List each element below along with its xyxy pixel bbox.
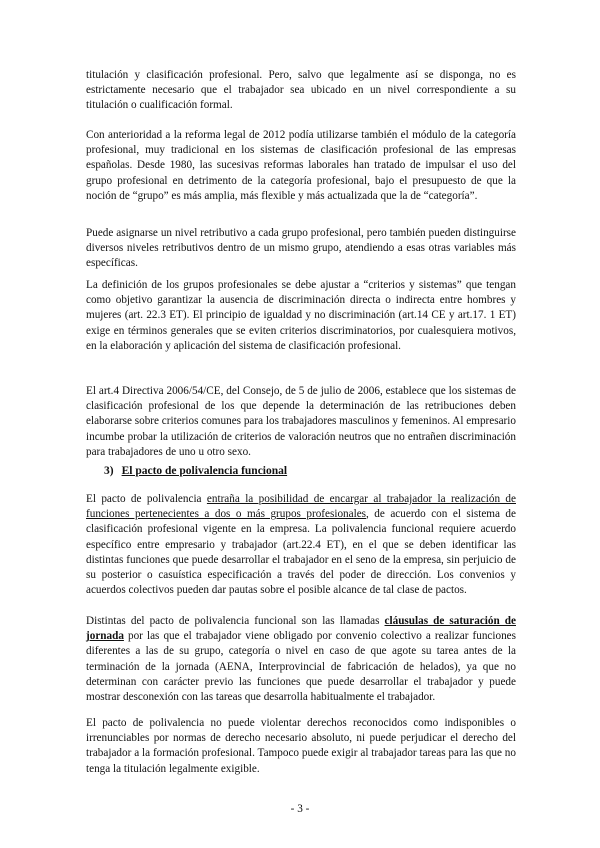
section-title: El pacto de polivalencia funcional [121, 465, 288, 477]
paragraph-6-rest: , de acuerdo con el sistema de clasificación profesional vigente en la empresa. La polivalencia funcional requiere acuerdo específico entre empresario y trabajador (art.22.4 ET), en el que se deben identificar las distintas funciones que puede desarrollar el trabajador en el seno de la empresa, sin perjuicio de su posterior o casuística especificación a través del poder de dirección. Los convenios y acuerdos colectivos pueden dar pautas sobre el posible alcance de tal clase de pactos. [86, 508, 516, 597]
paragraph-5: El art.4 Directiva 2006/54/CE, del Consejo, de 5 de julio de 2006, establece que los sistemas de clasificación profesional de los que depende la determinación de las retribuciones deben elaborarse sobre criterios comunes para los trabajadores masculinos y femeninos. Al empresario incumbe probar la utilización de criterios de valoración neutros que no entrañen discriminación para trabajadores de uno u otro sexo. [86, 385, 516, 458]
paragraph-1: titulación y clasificación profesional. Pero, salvo que legalmente así se disponga, no es estrictamente necesario que el trabajador sea ubicado en un nivel correspondiente a su titulación o cualificación formal. [86, 69, 516, 112]
paragraph-4: La definición de los grupos profesionales se debe ajustar a “criterios y sistemas” que tengan como objetivo garantizar la ausencia de discriminación directa o indirecta entre hombres y mujeres (art. 22.3 ET). El principio de igualdad y no discriminación (art.14 CE y art.17. 1 ET) exige en términos generales que se eviten criterios discriminatorios, por cualesquiera motivos, en la elaboración y aplicación del sistema de clasificación profesional. [86, 279, 516, 352]
paragraph-6-underlined: entraña la posibilidad de encargar al trabajador la realización de funciones pertenecientes a dos o más grupos profesionales [86, 493, 516, 521]
paragraph-3: Puede asignarse un nivel retributivo a cada grupo profesional, pero también pueden distinguirse diversos niveles retributivos dentro de un mismo grupo, atendiendo a esas otras variables más específicas. [86, 227, 516, 270]
paragraph-7-term: cláusulas de saturación de jornada [86, 615, 516, 643]
paragraph-6-lead: El pacto de polivalencia [86, 493, 207, 505]
page-number: - 3 - [290, 803, 310, 815]
paragraph-2: Con anterioridad a la reforma legal de 2012 podía utilizarse también el módulo de la categoría profesional, muy tradicional en los sistemas de clasificación profesional de las empresas españolas. Desde 1980, las sucesivas reformas laborales han tratado de impulsar el uso del grupo profesional en detrimento de la categoría profesional, bajo el presupuesto de que la noción de “grupo” es más amplia, más flexible y más actualizada que la de “categoría”. [86, 129, 516, 202]
paragraph-7-lead: Distintas del pacto de polivalencia funcional son las llamadas [86, 615, 385, 627]
paragraph-8: El pacto de polivalencia no puede violentar derechos reconocidos como indisponibles o irrenunciables por normas de derecho necesario absoluto, ni puede perjudicar el derecho del trabajador a la formación profesional. Tampoco puede exigir al trabajador tareas para las que no tenga la titulación legalmente exigible. [86, 717, 516, 775]
section-number: 3) [104, 465, 114, 477]
paragraph-7 [86, 614, 516, 705]
paragraph-6 [86, 492, 516, 598]
paragraph-7-rest: por las que el trabajador viene obligado por convenio colectivo a realizar funciones diferentes a las de su grupo, categoría o nivel en caso de que agote su tarea antes de la terminación de la jornada (AENA, Interprovincial de fabricación de helados), ya que no determinan con carácter previo las funciones que puede desarrollar el trabajador y puede mostrar desconexión con las tareas que desarrolla habitualmente el trabajador. [86, 630, 516, 704]
section-heading [104, 464, 287, 479]
